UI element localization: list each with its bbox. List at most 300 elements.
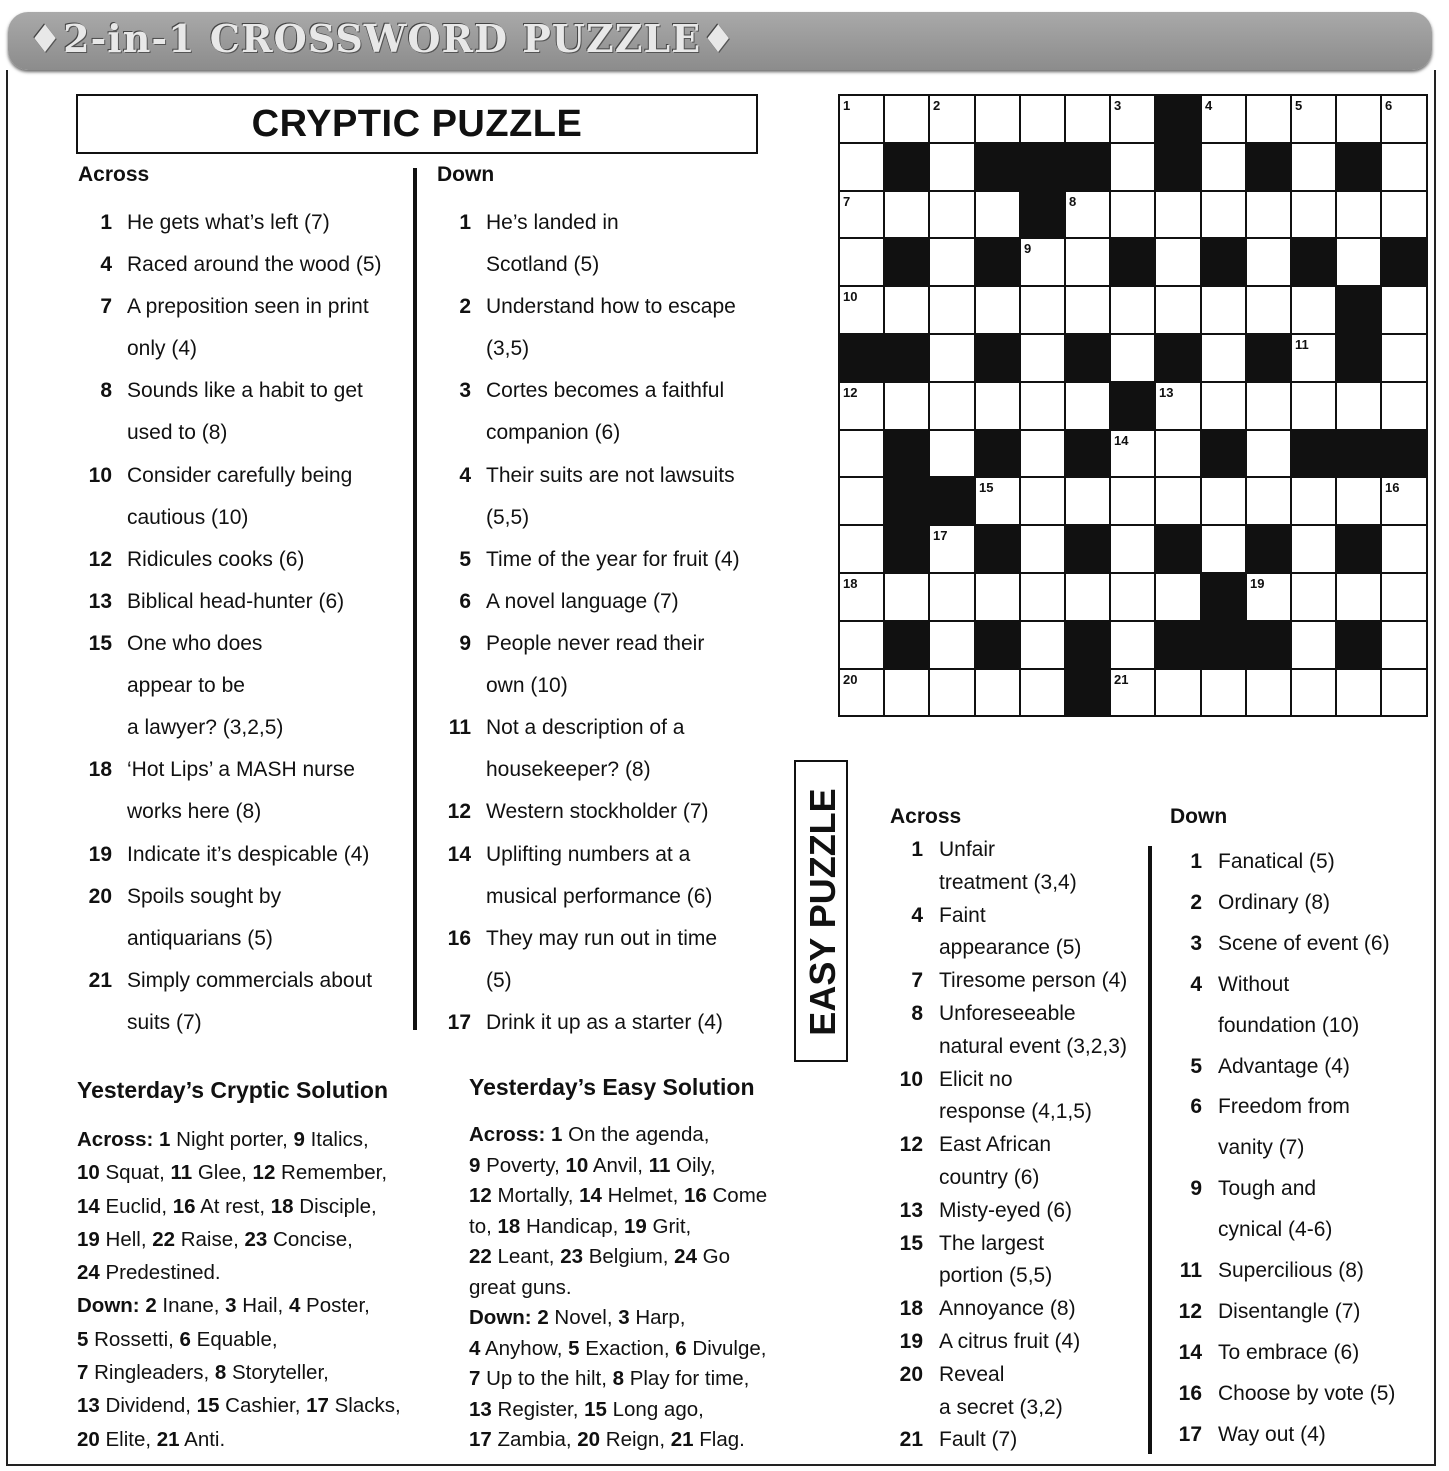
- grid-cell[interactable]: [1154, 668, 1202, 717]
- grid-cell-number: 10: [843, 289, 858, 304]
- grid-cell[interactable]: [928, 381, 976, 431]
- grid-cell[interactable]: [974, 381, 1021, 431]
- grid-cell[interactable]: [1380, 333, 1428, 383]
- grid-cell[interactable]: [1245, 381, 1292, 431]
- grid-block: [1109, 237, 1156, 287]
- clue-number: 9: [459, 632, 471, 655]
- solution-segment: Predestined.: [99, 1261, 221, 1285]
- grid-cell[interactable]: [1380, 94, 1428, 144]
- easy-across-heading: Across: [890, 805, 962, 828]
- clue-number: 6: [459, 589, 471, 613]
- grid-cell[interactable]: [1245, 668, 1292, 717]
- solution-segment: 21: [670, 1428, 694, 1451]
- grid-cell[interactable]: [1064, 381, 1111, 431]
- grid-cell[interactable]: [1245, 285, 1292, 335]
- grid-block: [1064, 429, 1111, 478]
- clue-number: 12: [88, 547, 112, 571]
- easy-down-heading: Down: [1170, 805, 1228, 828]
- grid-cell[interactable]: [928, 94, 976, 144]
- grid-cell[interactable]: [1380, 476, 1428, 526]
- clue-text: Spoils sought by antiquarians (5): [127, 884, 282, 950]
- grid-cell[interactable]: [1019, 381, 1066, 431]
- solution-segment: Play for time,: [624, 1367, 750, 1390]
- solution-segment: Elite,: [99, 1427, 157, 1451]
- grid-cell[interactable]: [1335, 190, 1382, 239]
- clue-text: A novel language (7): [486, 589, 679, 613]
- grid-cell[interactable]: [1019, 94, 1066, 144]
- solution-segment: 6: [179, 1327, 191, 1351]
- grid-cell[interactable]: [928, 668, 976, 717]
- grid-cell[interactable]: [1290, 381, 1337, 431]
- grid-block: [883, 237, 930, 287]
- grid-cell[interactable]: [1380, 285, 1428, 335]
- grid-cell[interactable]: [1290, 333, 1337, 383]
- grid-cell[interactable]: [1109, 476, 1156, 526]
- grid-cell[interactable]: [1380, 142, 1428, 192]
- clue-text: Faint appearance (5): [939, 903, 1082, 960]
- grid-cell[interactable]: [1335, 94, 1382, 144]
- grid-cell[interactable]: [928, 572, 976, 622]
- clue-number: 6: [1190, 1095, 1202, 1119]
- clue-number: 18: [88, 758, 112, 782]
- solution-segment: Concise,: [267, 1227, 353, 1251]
- solution-segment: 23: [560, 1245, 584, 1268]
- clue-number: 3: [459, 379, 471, 403]
- clue-number: 15: [899, 1231, 923, 1255]
- clue-text: Simply commercials about suits (7): [127, 968, 373, 1034]
- solution-segment: Euclid,: [99, 1194, 173, 1218]
- solution-segment: Slacks,: [328, 1394, 401, 1418]
- grid-cell[interactable]: [1335, 668, 1382, 717]
- grid-cell[interactable]: [928, 285, 976, 335]
- grid-cell[interactable]: [1290, 620, 1337, 670]
- clue-number: 1: [459, 211, 471, 234]
- solution-segment: 16: [683, 1184, 707, 1207]
- grid-cell[interactable]: [1064, 190, 1111, 239]
- grid-cell[interactable]: [1019, 524, 1066, 574]
- grid-cell[interactable]: [1380, 572, 1428, 622]
- grid-block: [883, 524, 930, 574]
- grid-cell[interactable]: [1019, 668, 1066, 717]
- grid-cell[interactable]: [1109, 142, 1156, 192]
- cryptic-title-box: [76, 94, 758, 154]
- grid-cell[interactable]: [1290, 572, 1337, 622]
- grid-cell-number: 15: [979, 480, 994, 495]
- clue-text: Scene of event (6): [1218, 931, 1390, 955]
- grid-block: [1064, 333, 1111, 383]
- grid-cell[interactable]: [1245, 237, 1292, 287]
- solution-segment: 19: [77, 1227, 100, 1251]
- grid-cell[interactable]: [974, 668, 1021, 717]
- solution-segment: Remember,: [275, 1161, 388, 1185]
- grid-cell[interactable]: [1245, 429, 1292, 478]
- clue-number: 10: [88, 463, 112, 487]
- grid-cell[interactable]: [1019, 285, 1066, 335]
- grid-cell[interactable]: [838, 190, 885, 239]
- solution-segment: 10: [565, 1153, 589, 1177]
- grid-cell[interactable]: [1380, 381, 1428, 431]
- grid-cell[interactable]: [1245, 476, 1292, 526]
- grid-block: [1154, 94, 1202, 144]
- solution-segment: 18: [497, 1214, 521, 1238]
- grid-cell[interactable]: [1064, 476, 1111, 526]
- clue-text: People never read their own (10): [486, 632, 705, 698]
- grid-cell[interactable]: [838, 572, 885, 622]
- solution-segment: Long ago,: [606, 1397, 704, 1421]
- grid-block: [1200, 237, 1247, 287]
- grid-cell[interactable]: [838, 620, 885, 670]
- clue-text: Advantage (4): [1218, 1054, 1350, 1078]
- grid-cell[interactable]: [838, 476, 885, 526]
- grid-cell[interactable]: [883, 94, 930, 144]
- solution-line: [77, 1256, 401, 1289]
- solution-segment: Leant,: [491, 1245, 561, 1268]
- grid-block: [1335, 285, 1382, 335]
- grid-cell[interactable]: [1200, 190, 1247, 239]
- grid-cell[interactable]: [1335, 237, 1382, 287]
- grid-cell[interactable]: [1019, 620, 1066, 670]
- grid-cell[interactable]: [928, 190, 976, 239]
- solution-segment: Ringleaders,: [88, 1361, 215, 1385]
- solution-segment: 7: [469, 1367, 481, 1390]
- grid-cell[interactable]: [1109, 572, 1156, 622]
- grid-cell[interactable]: [838, 381, 885, 431]
- solution-segment: 2: [537, 1306, 549, 1329]
- solution-segment: 4: [288, 1294, 301, 1318]
- clue-number: 16: [447, 926, 471, 950]
- solution-segment: Mortally,: [491, 1184, 580, 1207]
- clue-text: Consider carefully being cautious (10): [127, 463, 353, 529]
- solution-segment: 20: [77, 1427, 100, 1451]
- solution-segment: Anyhow,: [480, 1336, 569, 1360]
- solution-line: [469, 1242, 767, 1273]
- solution-segment: 6: [675, 1336, 687, 1360]
- solution-segment: Zambia,: [491, 1428, 578, 1451]
- clue-text: To embrace (6): [1218, 1340, 1360, 1364]
- clue-number: 2: [459, 295, 471, 319]
- grid-block: [1335, 524, 1382, 574]
- solution-segment: Poverty,: [480, 1153, 566, 1177]
- grid-cell[interactable]: [1200, 285, 1247, 335]
- grid-cell[interactable]: [838, 524, 885, 574]
- solution-segment: 7: [77, 1361, 89, 1385]
- clue-number: 21: [88, 968, 112, 992]
- solution-segment: Glee,: [192, 1161, 253, 1185]
- grid-cell[interactable]: [1019, 429, 1066, 478]
- grid-block: [1064, 524, 1111, 574]
- grid-cell[interactable]: [1109, 524, 1156, 574]
- grid-block: [1245, 620, 1292, 670]
- solution-segment: Raise,: [175, 1227, 245, 1251]
- solution-line: [77, 1123, 401, 1156]
- clue-text: Supercilious (8): [1218, 1259, 1364, 1282]
- clue-number: 3: [1190, 931, 1202, 955]
- grid-cell[interactable]: [838, 668, 885, 717]
- grid-cell[interactable]: [1019, 476, 1066, 526]
- solution-line: [77, 1190, 401, 1223]
- clue-number: 4: [911, 903, 923, 927]
- solution-segment: Anti.: [179, 1427, 226, 1451]
- grid-cell[interactable]: [1335, 572, 1382, 622]
- solution-line: [469, 1395, 767, 1426]
- grid-cell-number: 21: [1114, 672, 1129, 687]
- clue-text: Way out (4): [1218, 1422, 1326, 1446]
- cryptic-down-heading: Down: [437, 163, 495, 186]
- grid-cell[interactable]: [1154, 429, 1202, 478]
- clue-number: 13: [899, 1198, 923, 1222]
- solution-segment: Belgium,: [583, 1245, 675, 1268]
- grid-block: [1154, 142, 1202, 192]
- grid-cell[interactable]: [928, 333, 976, 383]
- solution-segment: Novel,: [548, 1306, 619, 1329]
- solution-segment: Down:: [77, 1294, 146, 1318]
- grid-cell[interactable]: [883, 668, 930, 717]
- grid-cell[interactable]: [1109, 333, 1156, 383]
- grid-cell[interactable]: [838, 429, 885, 478]
- grid-cell[interactable]: [883, 285, 930, 335]
- grid-cell[interactable]: [1064, 94, 1111, 144]
- grid-cell[interactable]: [1200, 524, 1247, 574]
- grid-cell[interactable]: [1019, 237, 1066, 287]
- solution-segment: Inane,: [156, 1294, 226, 1318]
- solution-segment: 16: [172, 1194, 196, 1218]
- grid-cell[interactable]: [883, 190, 930, 239]
- grid-cell[interactable]: [1200, 476, 1247, 526]
- grid-cell[interactable]: [1380, 190, 1428, 239]
- grid-cell[interactable]: [838, 237, 885, 287]
- clue-text: Elicit no response (4,1,5): [939, 1067, 1092, 1124]
- grid-cell[interactable]: [1200, 668, 1247, 717]
- grid-cell[interactable]: [1290, 476, 1337, 526]
- grid-cell[interactable]: [928, 620, 976, 670]
- solution-segment: 14: [579, 1184, 602, 1207]
- solution-segment: 9: [293, 1128, 305, 1151]
- grid-cell[interactable]: [1335, 381, 1382, 431]
- solution-line: [77, 1156, 401, 1189]
- grid-cell[interactable]: [1154, 381, 1202, 431]
- grid-block: [1109, 381, 1156, 431]
- solution-segment: 1: [159, 1128, 171, 1151]
- grid-cell[interactable]: [1380, 524, 1428, 574]
- solution-segment: Exaction,: [579, 1336, 676, 1360]
- grid-cell-number: 19: [1250, 576, 1265, 591]
- grid-cell[interactable]: [1200, 94, 1247, 144]
- grid-cell[interactable]: [838, 94, 885, 144]
- clue-text: Without foundation (10): [1218, 972, 1360, 1037]
- grid-cell[interactable]: [974, 94, 1021, 144]
- grid-cell[interactable]: [1290, 94, 1337, 144]
- clue-number: 12: [447, 800, 471, 824]
- grid-cell-number: 3: [1114, 98, 1122, 113]
- grid-block: [928, 476, 976, 526]
- grid-cell[interactable]: [1109, 285, 1156, 335]
- grid-cell[interactable]: [1380, 668, 1428, 717]
- grid-cell[interactable]: [1109, 668, 1156, 717]
- clue-text: Reveal a secret (3,2): [939, 1362, 1063, 1419]
- clue-number: 4: [1190, 972, 1202, 996]
- solution-segment: Rossetti,: [88, 1327, 180, 1351]
- grid-cell[interactable]: [1109, 190, 1156, 239]
- solution-segment: 17: [469, 1428, 492, 1451]
- grid-cell[interactable]: [974, 190, 1021, 239]
- grid-cell[interactable]: [1245, 94, 1292, 144]
- grid-cell[interactable]: [1154, 190, 1202, 239]
- solution-segment: 14: [77, 1194, 100, 1218]
- solution-segment: Squat,: [99, 1161, 171, 1185]
- grid-cell[interactable]: [1200, 333, 1247, 383]
- grid-cell[interactable]: [1290, 190, 1337, 239]
- grid-cell[interactable]: [1245, 572, 1292, 622]
- clue-number: 2: [1190, 890, 1202, 914]
- clue-number: 7: [100, 295, 112, 319]
- grid-cell[interactable]: [1064, 572, 1111, 622]
- grid-cell[interactable]: [883, 572, 930, 622]
- solution-segment: 13: [469, 1397, 492, 1421]
- solution-segment: 17: [306, 1394, 329, 1418]
- solution-segment: 2: [145, 1294, 157, 1318]
- solution-line: [469, 1425, 767, 1456]
- solution-line: [469, 1364, 767, 1395]
- grid-block: [1245, 524, 1292, 574]
- grid-cell[interactable]: [1019, 572, 1066, 622]
- solution-segment: 1: [551, 1123, 563, 1146]
- grid-cell[interactable]: [1154, 285, 1202, 335]
- solution-segment: Flag.: [693, 1428, 745, 1451]
- grid-cell[interactable]: [1200, 381, 1247, 431]
- easy-solution-heading: Yesterday’s Easy Solution: [469, 1074, 755, 1100]
- grid-block: [1335, 142, 1382, 192]
- solution-segment: Reign,: [600, 1428, 671, 1451]
- grid-cell-number: 20: [843, 672, 858, 687]
- grid-block: [883, 476, 930, 526]
- grid-cell[interactable]: [1154, 237, 1202, 287]
- grid-cell[interactable]: [1380, 620, 1428, 670]
- grid-cell[interactable]: [1109, 429, 1156, 478]
- solution-segment: 5: [568, 1336, 580, 1360]
- grid-cell[interactable]: [974, 572, 1021, 622]
- grid-cell-number: 5: [1295, 98, 1303, 113]
- clue-number: 12: [899, 1133, 923, 1157]
- grid-block: [1154, 524, 1202, 574]
- grid-cell[interactable]: [928, 524, 976, 574]
- grid-block: [883, 620, 930, 670]
- grid-cell[interactable]: [1200, 142, 1247, 192]
- grid-cell[interactable]: [1154, 476, 1202, 526]
- clue-number: 7: [911, 969, 923, 993]
- clue-text: ‘Hot Lips’ a MASH nurse works here (8): [127, 758, 355, 824]
- solution-segment: 5: [77, 1327, 89, 1351]
- grid-cell[interactable]: [1109, 620, 1156, 670]
- grid-cell[interactable]: [928, 237, 976, 287]
- grid-block: [1200, 429, 1247, 478]
- clue-text: Annoyance (8): [939, 1297, 1076, 1321]
- solution-segment: Harp,: [629, 1306, 686, 1329]
- clue-number: 19: [899, 1330, 923, 1353]
- grid-cell[interactable]: [928, 429, 976, 478]
- clue-text: Raced around the wood (5): [127, 253, 382, 277]
- solution-line: [469, 1273, 767, 1304]
- grid-cell[interactable]: [838, 142, 885, 192]
- grid-block: [1200, 572, 1247, 622]
- grid-cell[interactable]: [1290, 142, 1337, 192]
- grid-block: [883, 429, 930, 478]
- solution-segment: 19: [624, 1214, 647, 1238]
- grid-cell[interactable]: [974, 285, 1021, 335]
- clue-text: Tiresome person (4): [939, 969, 1128, 993]
- grid-cell[interactable]: [1245, 190, 1292, 239]
- grid-cell[interactable]: [1019, 333, 1066, 383]
- clue-text: Sounds like a habit to get used to (8): [127, 379, 363, 445]
- solution-segment: Up to the hilt,: [480, 1367, 613, 1390]
- grid-cell[interactable]: [1109, 94, 1156, 144]
- grid-cell[interactable]: [1064, 285, 1111, 335]
- grid-block: [1064, 142, 1111, 192]
- grid-block: [1380, 237, 1428, 287]
- clue-number: 17: [1178, 1422, 1202, 1446]
- grid-cell-number: 4: [1205, 98, 1213, 113]
- grid-block: [1019, 190, 1066, 239]
- solution-segment: to,: [469, 1214, 498, 1238]
- solution-segment: 12: [469, 1184, 492, 1207]
- solution-line: [469, 1334, 767, 1365]
- grid-block: [1335, 620, 1382, 670]
- grid-block: [1154, 620, 1202, 670]
- grid-cell[interactable]: [1154, 572, 1202, 622]
- solution-segment: 21: [156, 1427, 180, 1451]
- clue-text: The largest portion (5,5): [939, 1231, 1053, 1288]
- grid-block: [1245, 142, 1292, 192]
- solution-segment: Hell,: [99, 1227, 153, 1251]
- grid-cell[interactable]: [1064, 237, 1111, 287]
- grid-cell[interactable]: [974, 476, 1021, 526]
- grid-cell[interactable]: [1290, 668, 1337, 717]
- solution-segment: Dividend,: [99, 1394, 197, 1418]
- clue-number: 1: [911, 838, 923, 861]
- clue-text: Freedom from vanity (7): [1218, 1095, 1350, 1160]
- solution-segment: 9: [469, 1153, 481, 1177]
- solution-segment: Equable,: [190, 1327, 278, 1351]
- clue-text: Fanatical (5): [1218, 850, 1335, 873]
- clue-text: Time of the year for fruit (4): [486, 547, 740, 571]
- grid-cell[interactable]: [928, 142, 976, 192]
- clue-text: Unforeseeable natural event (3,2,3): [939, 1002, 1127, 1058]
- solution-segment: Anvil,: [588, 1153, 649, 1177]
- grid-block: [883, 142, 930, 192]
- grid-cell[interactable]: [1290, 285, 1337, 335]
- clue-number: 21: [899, 1428, 923, 1452]
- clue-number: 14: [1178, 1340, 1202, 1364]
- clue-number: 8: [911, 1002, 923, 1025]
- easy-title-box: [794, 760, 848, 1062]
- clue-number: 12: [1178, 1299, 1202, 1323]
- solution-segment: Helmet,: [601, 1184, 684, 1207]
- clue-text: Ridicules cooks (6): [127, 547, 305, 571]
- solution-segment: Poster,: [300, 1294, 370, 1318]
- clue-text: Understand how to escape (3,5): [486, 295, 736, 361]
- grid-cell[interactable]: [883, 381, 930, 431]
- cryptic-across-heading: Across: [78, 163, 150, 186]
- clue-text: A preposition seen in print only (4): [127, 295, 369, 361]
- solution-line: [469, 1120, 767, 1151]
- grid-cell[interactable]: [838, 285, 885, 335]
- grid-cell[interactable]: [1335, 476, 1382, 526]
- grid-cell[interactable]: [1290, 524, 1337, 574]
- solution-segment: 18: [270, 1194, 294, 1218]
- solution-segment: Handicap,: [520, 1214, 625, 1238]
- solution-segment: 11: [170, 1161, 193, 1185]
- solution-segment: 22: [152, 1227, 176, 1251]
- grid-cell-number: 18: [843, 576, 858, 591]
